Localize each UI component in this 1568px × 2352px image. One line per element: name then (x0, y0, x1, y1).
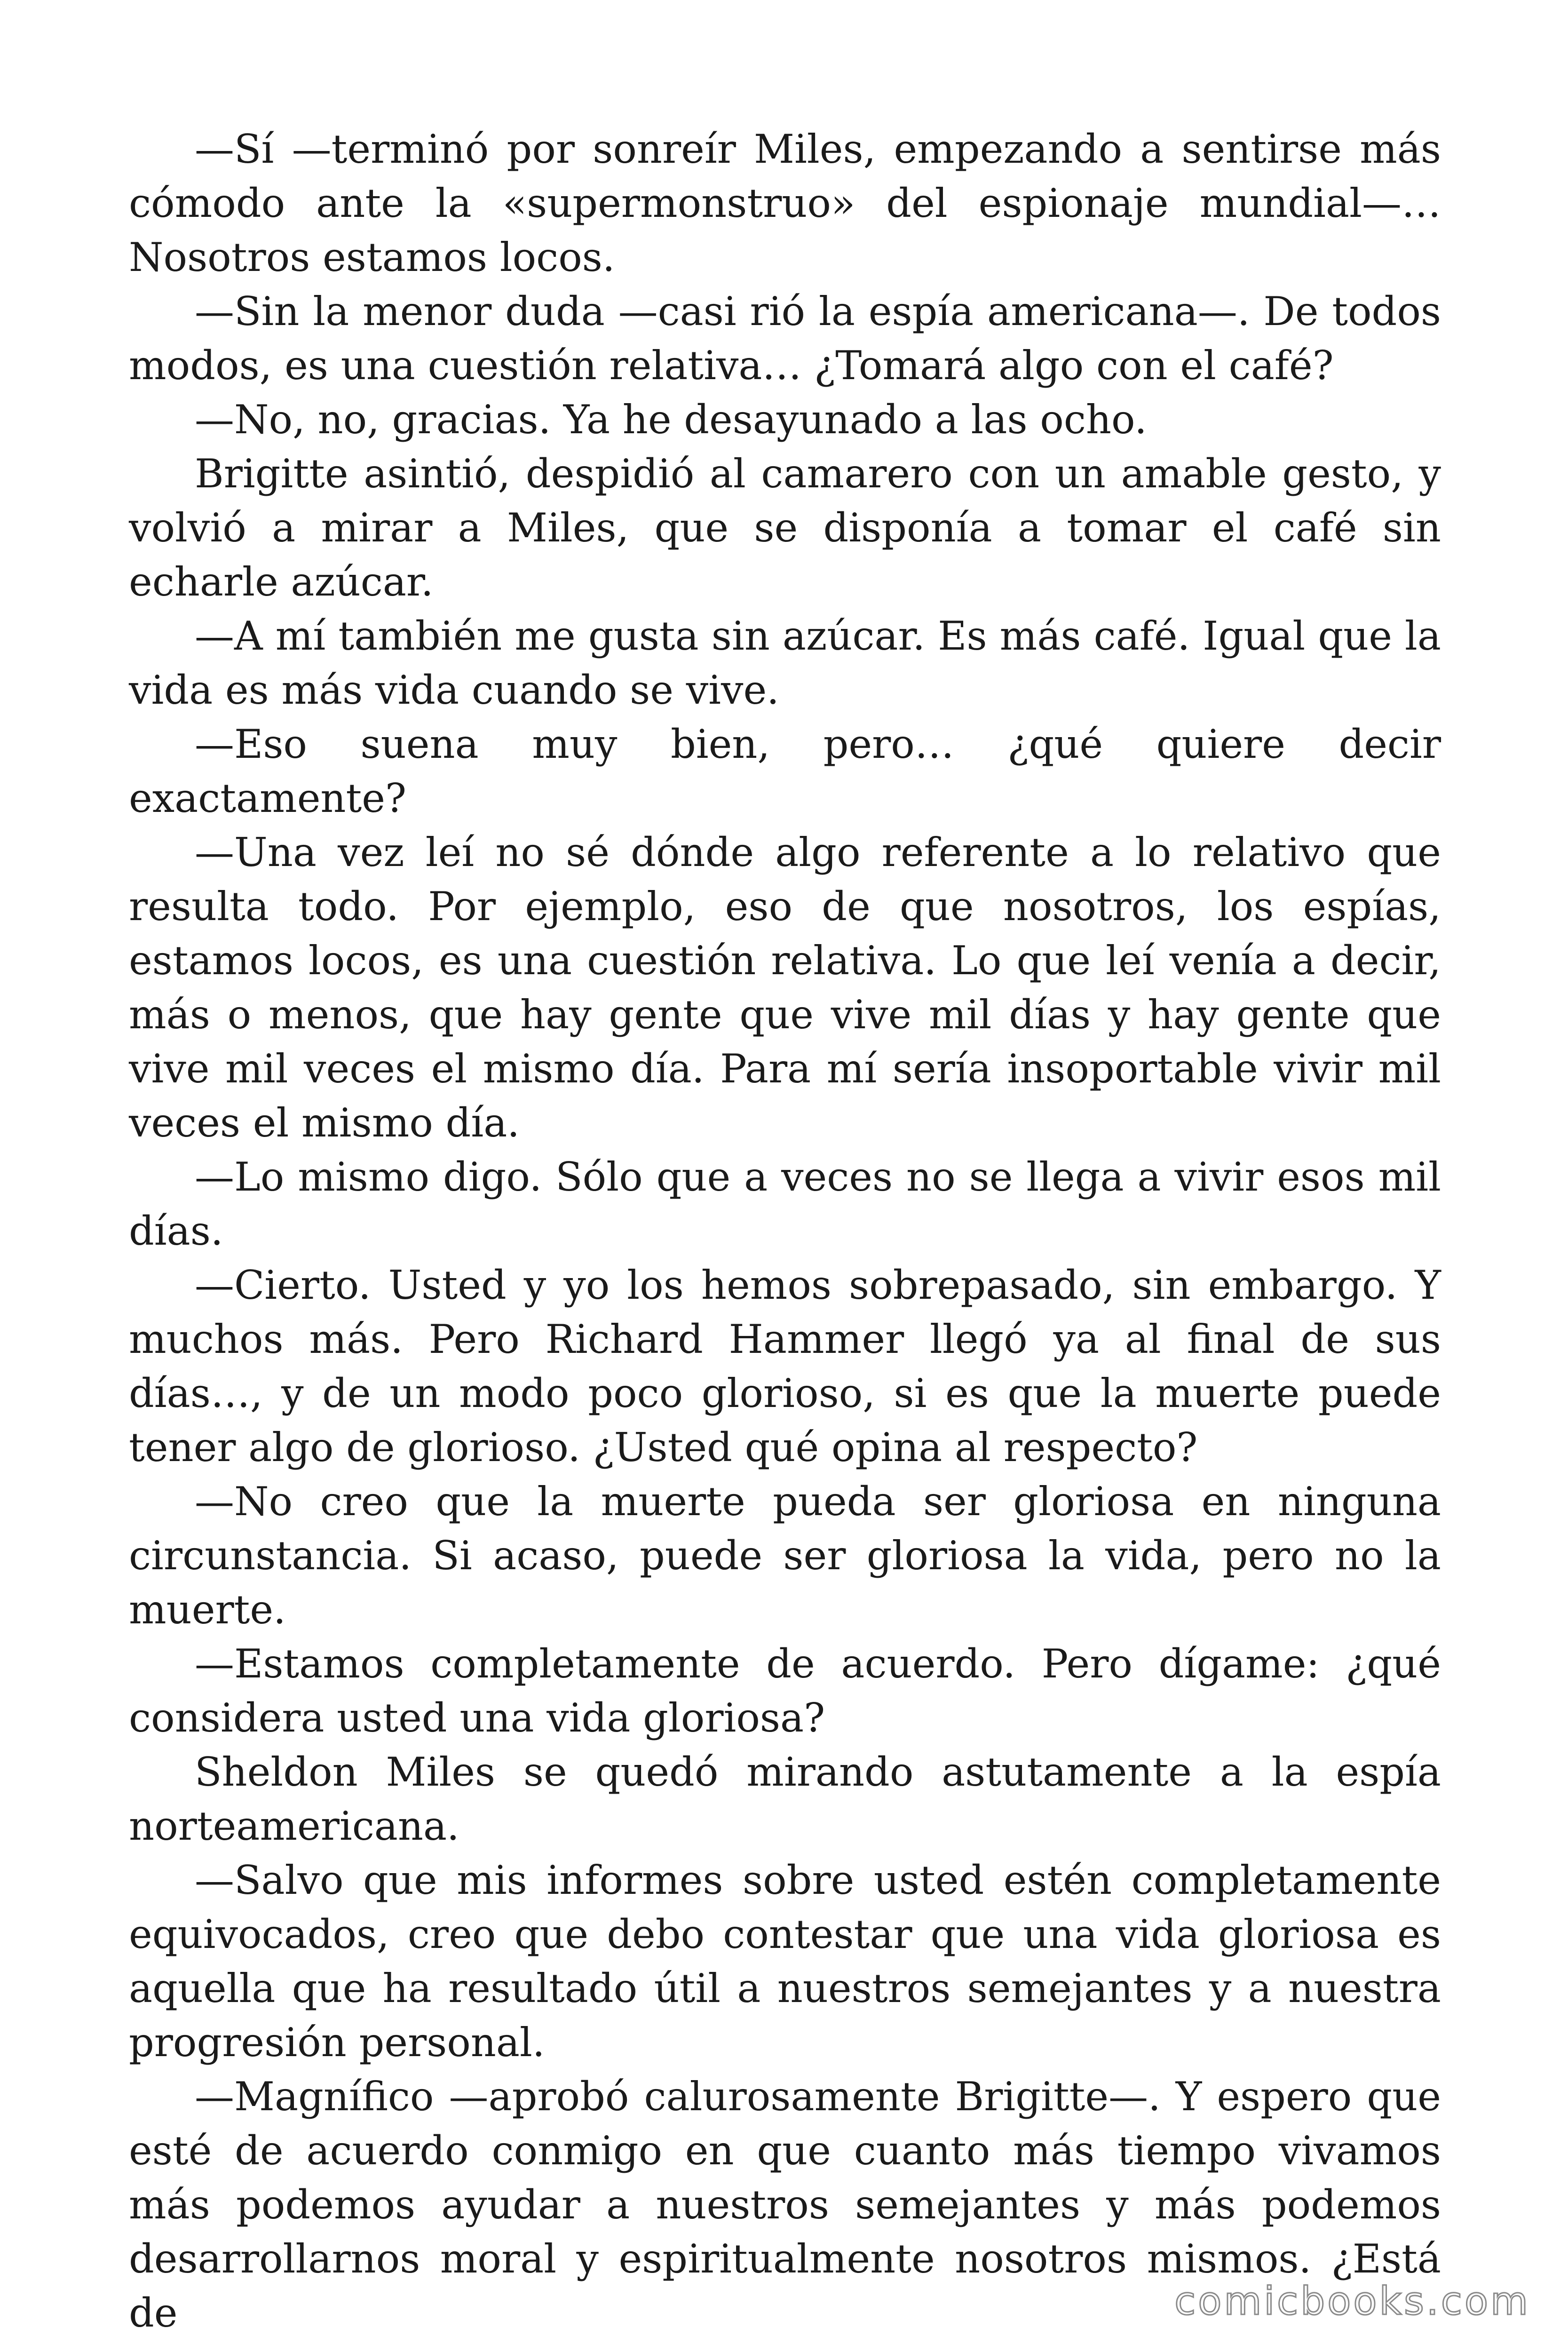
paragraph: —Eso suena muy bien, pero… ¿qué quiere decir exactamente? (129, 721, 1441, 821)
body-text (129, 122, 1441, 2340)
paragraph: —Lo mismo digo. Sólo que a veces no se llega a vivir esos mil días. (129, 1154, 1441, 1254)
paragraph: —Sin la menor duda —casi rió la espía americana—. De todos modos, es una cuestión relativa… ¿Tomará algo con el café? (129, 288, 1441, 389)
paragraph: Brigitte asintió, despidió al camarero con un amable gesto, y volvió a mirar a Miles, que se disponía a tomar el café sin echarle azúcar. (129, 451, 1441, 605)
paragraph: —A mí también me gusta sin azúcar. Es más café. Igual que la vida es más vida cuando se vive. (129, 613, 1441, 713)
paragraph: —Cierto. Usted y yo los hemos sobrepasado, sin embargo. Y muchos más. Pero Richard Hammer llegó ya al final de sus días…, y de un modo poco glorioso, si es que la muerte puede tener algo de glorioso. ¿Usted qué opina al respecto? (129, 1262, 1441, 1470)
paragraph: —Salvo que mis informes sobre usted estén completamente equivocados, creo que debo contestar que una vida gloriosa es aquella que ha resultado útil a nuestros semejantes y a nuestra progresión personal. (129, 1857, 1441, 2066)
paragraph: Sheldon Miles se quedó mirando astutamente a la espía norteamericana. (129, 1749, 1441, 1849)
paragraph: —No, no, gracias. Ya he desayunado a las ocho. (195, 397, 1147, 443)
paragraph: —Estamos completamente de acuerdo. Pero dígame: ¿qué considera usted una vida gloriosa? (129, 1641, 1441, 1741)
paragraph: —Una vez leí no sé dónde algo referente a lo relativo que resulta todo. Por ejemplo, eso de que nosotros, los espías, estamos locos, es una cuestión relativa. Lo que leí venía a decir, más o menos, que hay gente que vive mil días y hay gente que vive mil veces el mismo día. Para mí sería insoportable vivir mil veces el mismo día. (129, 829, 1441, 1146)
paragraph: —No creo que la muerte pueda ser gloriosa en ninguna circunstancia. Si acaso, puede ser gloriosa la vida, pero no la muerte. (129, 1478, 1441, 1633)
paragraph: —Magnífico —aprobó calurosamente Brigitte—. Y espero que esté de acuerdo conmigo en que cuanto más tiempo vivamos más podemos ayudar a nuestros semejantes y más podemos desarrollarnos moral y espiritualmente nosotros mismos. ¿Está de (129, 2074, 1441, 2336)
paragraph: —Sí —terminó por sonreír Miles, empezando a sentirse más cómodo ante la «supermonstruo» del espionaje mundial—… Nosotros estamos locos. (129, 126, 1441, 280)
watermark: comicbooks.com (1174, 2279, 1530, 2324)
